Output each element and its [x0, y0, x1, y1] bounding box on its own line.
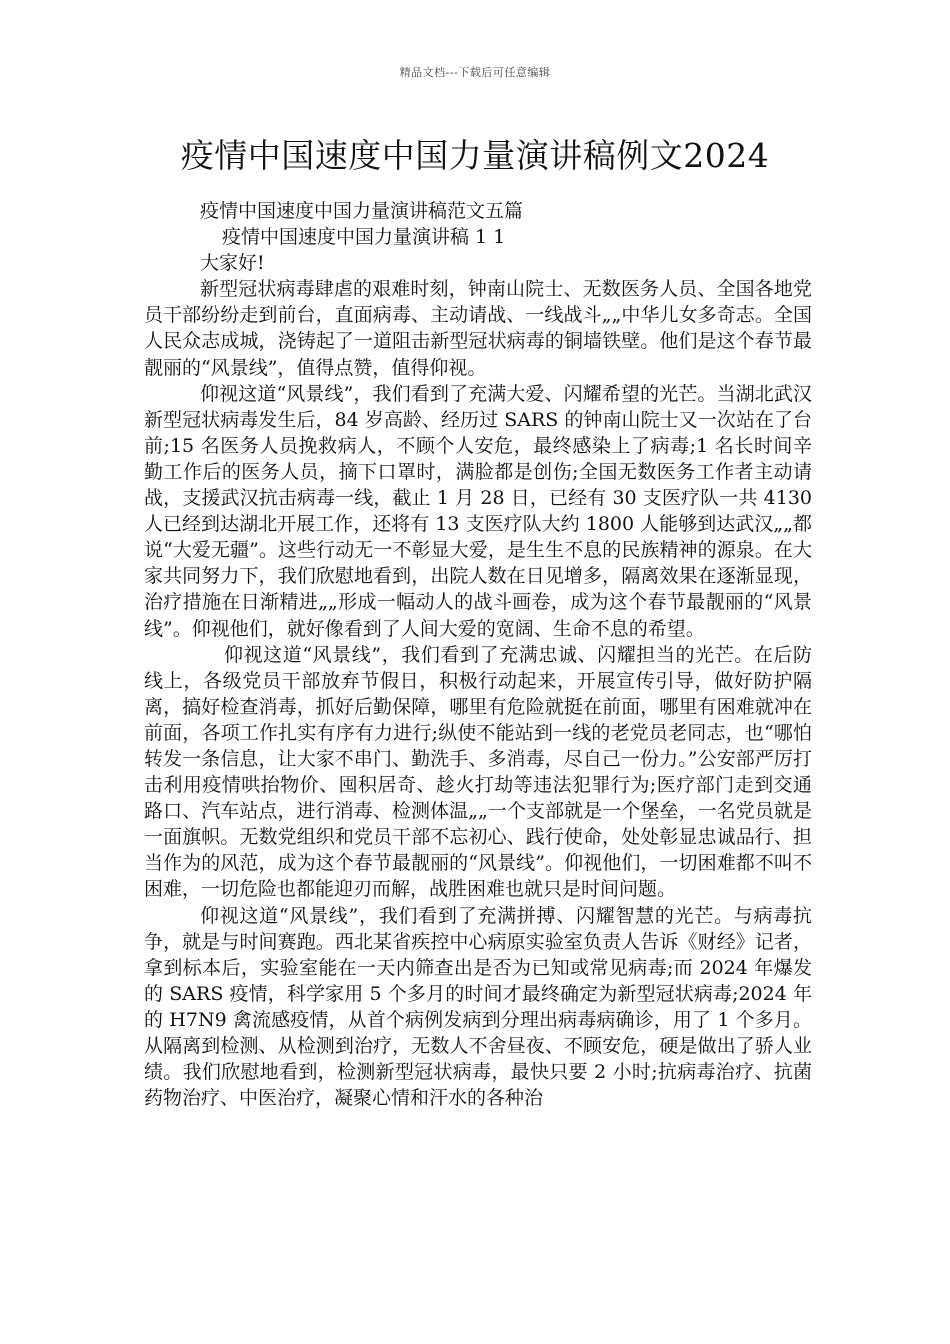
greeting: 大家好! — [200, 252, 265, 275]
document-subtitle: 疫情中国速度中国力量演讲稿范文五篇 — [200, 200, 524, 222]
watermark-text: 精品文档---下载后可任意编辑 — [399, 66, 551, 79]
paragraph: 仰视这道“风景线”，我们看到了充满拼搏、闪耀智慧的光芒。与病毒抗争，就是与时间赛跑。西北某省疾控中心病原实验室负责人告诉《财经》记者，拿到标本后，实验室能在一天内筛查出是否为已知或常见病毒;而 2024 年爆发的 SARS 疫情，科学家用 5 个多月的时间才最终确定为新型冠状病毒;2024 年的 H7N9 禽流感疫情，从首个病例发病到分理出病毒病确诊，用了 1 个多月。从隔离到检测、从检测到治疗，无数人不舍昼夜、不顾安危，硬是做出了骄人业绩。我们欣慰地看到，检测新型冠状病毒，最快只要 2 小时;抗病毒治疗、抗菌药物治疗、中医治疗，凝聚心情和汗水的各种治 — [144, 904, 812, 1110]
document-title: 疫情中国速度中国力量演讲稿例文2024 — [180, 136, 770, 175]
paragraph: 新型冠状病毒肆虐的艰难时刻，钟南山院士、无数医务人员、全国各地党员干部纷纷走到前台，直面病毒、主动请战、一线战斗„„中华儿女多奇志。全国人民众志成城，浇铸起了一道阻击新型冠状病毒的铜墙铁壁。他们是这个春节最靓丽的“风景线”，值得点赞，值得仰视。 — [144, 278, 812, 379]
document-body — [144, 198, 812, 1111]
section-heading: 疫情中国速度中国力量演讲稿 1 1 — [222, 226, 506, 249]
paragraph: 仰视这道“风景线”，我们看到了充满大爱、闪耀希望的光芒。当湖北武汉新型冠状病毒发生后，84 岁高龄、经历过 SARS 的钟南山院士又一次站在了台前;15 名医务人员挽救病人，不顾个人安危，最终感染上了病毒;1 名长时间辛勤工作后的医务人员，摘下口罩时，满脸都是创伤;全国无数医务工作者主动请战，支援武汉抗击病毒一线，截止 1 月 28 日，已经有 30 支医疗队一共 4130 人已经到达湖北开展工作，还将有 13 支医疗队大约 1800 人能够到达武汉„„都说“大爱无疆”。这些行动无一不彰显大爱，是生生不息的民族精神的源泉。在大家共同努力下，我们欣慰地看到，出院人数在日见增多，隔离效果在逐渐显现，治疗措施在日渐精进„„形成一幅动人的战斗画卷，成为这个春节最靓丽的“风景线”。仰视他们，就好像看到了人间大爱的宽阔、生命不息的希望。 — [144, 382, 812, 640]
paragraph: 仰视这道“风景线”，我们看到了充满忠诚、闪耀担当的光芒。在后防线上，各级党员干部放弃节假日，积极行动起来，开展宣传引导，做好防护隔离，搞好检查消毒，抓好后勤保障，哪里有危险就挺在前面，哪里有困难就冲在前面，各项工作扎实有序有力进行;纵使不能站到一线的老党员老同志，也“哪怕转发一条信息，让大家不串门、勤洗手、多消毒，尽自己一份力。”公安部严厉打击利用疫情哄抬物价、囤积居奇、趁火打劫等违法犯罪行为;医疗部门走到交通路口、汽车站点，进行消毒、检测体温„„一个支部就是一个堡垒，一名党员就是一面旗帜。无数党组织和党员干部不忘初心、践行使命，处处彰显忠诚品行、担当作为的风范，成为这个春节最靓丽的“风景线”。仰视他们，一切困难都不叫不困难，一切危险也都能迎刃而解，战胜困难也就只是时间问题。 — [144, 643, 812, 901]
